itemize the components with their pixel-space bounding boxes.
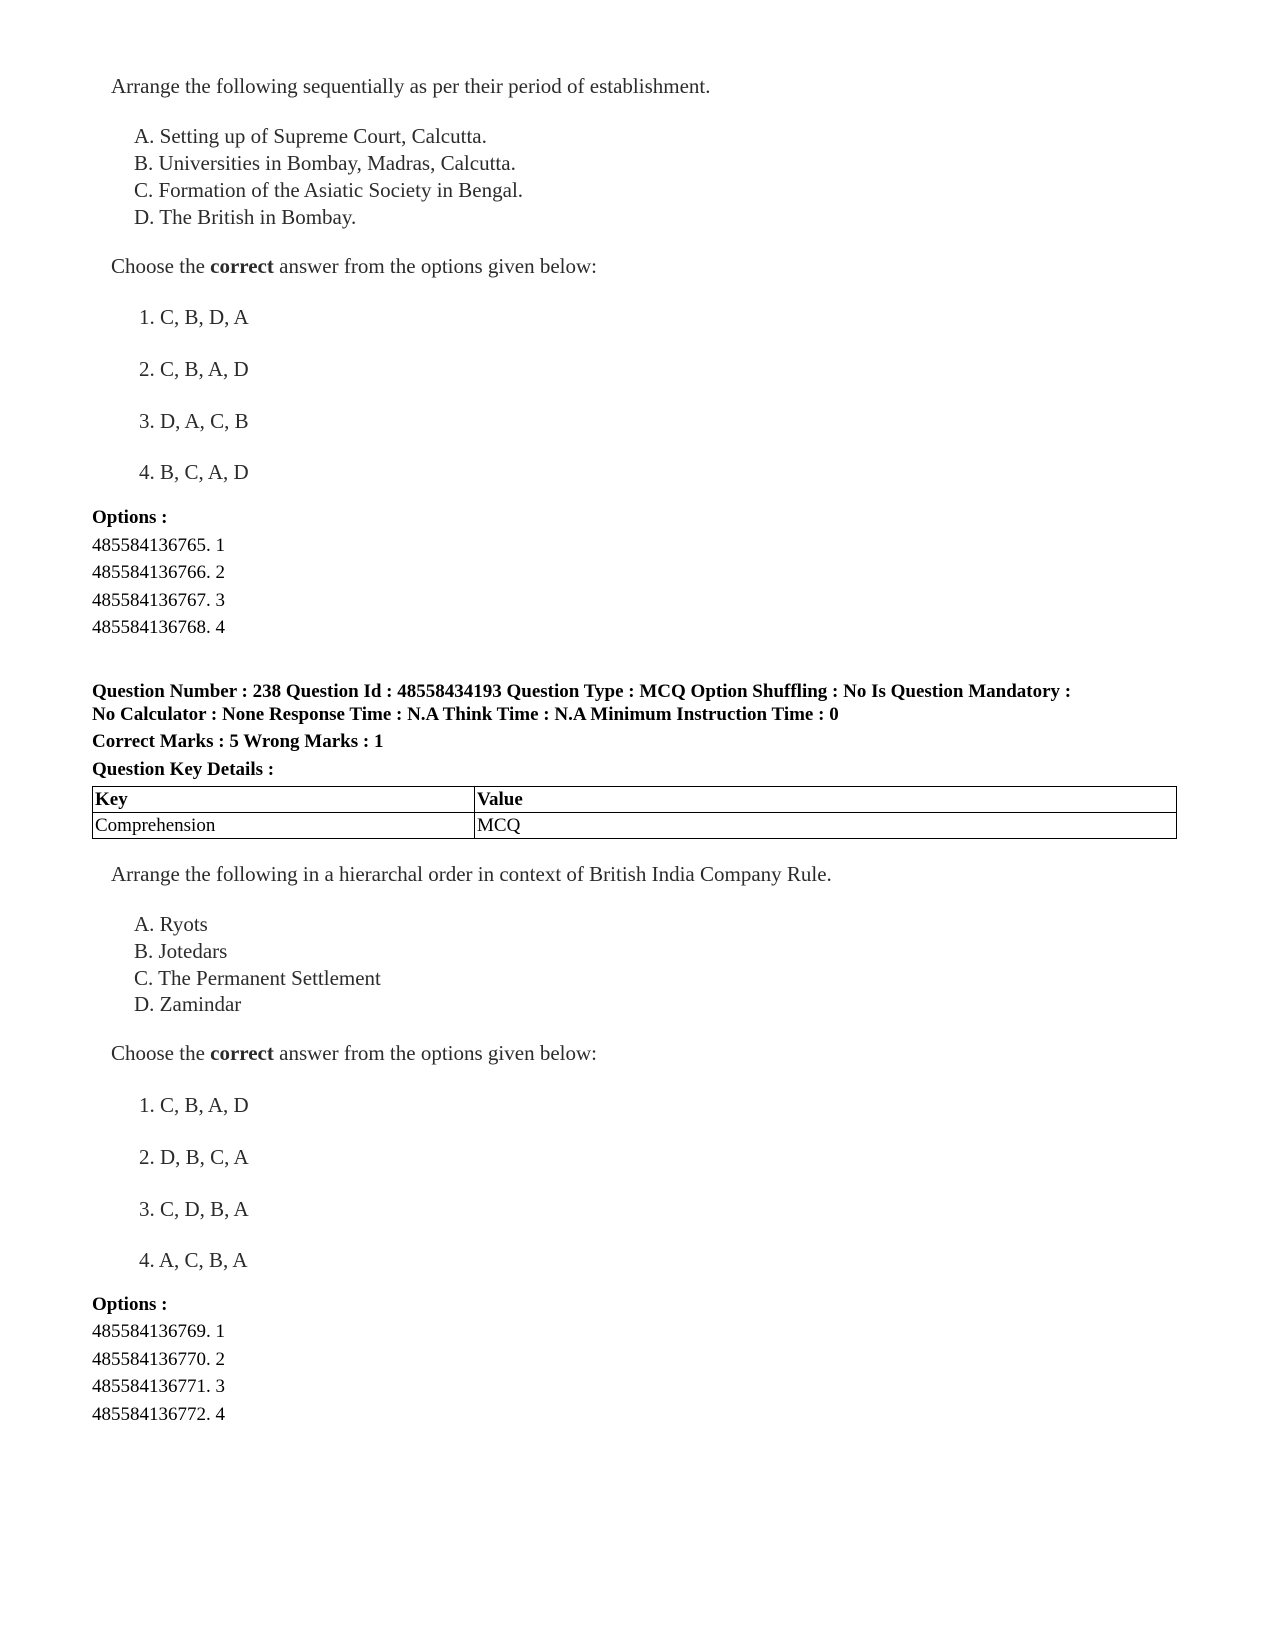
q2-answer-4: 4. A, C, B, A bbox=[139, 1248, 248, 1272]
q1-option-4: 485584136768. 4 bbox=[92, 617, 225, 638]
q1-option-3: 485584136767. 3 bbox=[92, 590, 225, 611]
key-table-cell-key: Comprehension bbox=[93, 813, 475, 839]
q1-statement-b: B. Universities in Bombay, Madras, Calcutta. bbox=[134, 151, 516, 175]
q1-statement-c: C. Formation of the Asiatic Society in Bengal. bbox=[134, 178, 524, 202]
question-key-table bbox=[92, 786, 1177, 839]
key-table-row bbox=[93, 813, 1177, 839]
q1-answer-1: 1. C, B, D, A bbox=[139, 305, 249, 329]
q2-answer-3: 3. C, D, B, A bbox=[139, 1197, 249, 1221]
q2-statement-b: B. Jotedars bbox=[134, 939, 228, 963]
q2-key-details-label: Question Key Details : bbox=[92, 759, 275, 780]
q1-option-2: 485584136766. 2 bbox=[92, 562, 225, 583]
q2-answer-1: 1. C, B, A, D bbox=[139, 1093, 249, 1117]
q2-statement-c: C. The Permanent Settlement bbox=[134, 966, 381, 990]
q1-statement-a: A. Setting up of Supreme Court, Calcutta. bbox=[134, 124, 487, 148]
q2-marks: Correct Marks : 5 Wrong Marks : 1 bbox=[92, 731, 384, 752]
q1-options-label: Options : bbox=[92, 507, 168, 528]
q1-prompt: Arrange the following sequentially as per their period of establishment. bbox=[111, 74, 711, 98]
q2-choose-instruction: Choose the correct answer from the options given below: bbox=[111, 1041, 597, 1065]
q2-options-label: Options : bbox=[92, 1294, 168, 1315]
key-table-header-row bbox=[93, 787, 1177, 813]
q1-answer-2: 2. C, B, A, D bbox=[139, 357, 249, 381]
q1-answer-3: 3. D, A, C, B bbox=[139, 409, 249, 433]
q2-option-4: 485584136772. 4 bbox=[92, 1404, 225, 1425]
q2-statement-d: D. Zamindar bbox=[134, 992, 242, 1016]
q1-statement-d: D. The British in Bombay. bbox=[134, 205, 357, 229]
q1-answer-4: 4. B, C, A, D bbox=[139, 460, 249, 484]
q2-meta-line-1: Question Number : 238 Question Id : 48558434193 Question Type : MCQ Option Shuffling : No Is Question Mandatory : bbox=[92, 681, 1072, 702]
q2-statement-a: A. Ryots bbox=[134, 912, 208, 936]
q1-option-1: 485584136765. 1 bbox=[92, 535, 225, 556]
key-table-header-value: Value bbox=[475, 787, 1177, 813]
key-table-header-key: Key bbox=[93, 787, 475, 813]
q2-option-1: 485584136769. 1 bbox=[92, 1321, 225, 1342]
key-table-cell-value: MCQ bbox=[475, 813, 1177, 839]
q2-meta-line-2: No Calculator : None Response Time : N.A Think Time : N.A Minimum Instruction Time : 0 bbox=[92, 704, 839, 725]
q2-answer-2: 2. D, B, C, A bbox=[139, 1145, 249, 1169]
q1-choose-instruction: Choose the correct answer from the options given below: bbox=[111, 254, 597, 278]
q2-option-3: 485584136771. 3 bbox=[92, 1376, 225, 1397]
q2-prompt: Arrange the following in a hierarchal order in context of British India Company Rule. bbox=[111, 862, 832, 886]
q2-option-2: 485584136770. 2 bbox=[92, 1349, 225, 1370]
